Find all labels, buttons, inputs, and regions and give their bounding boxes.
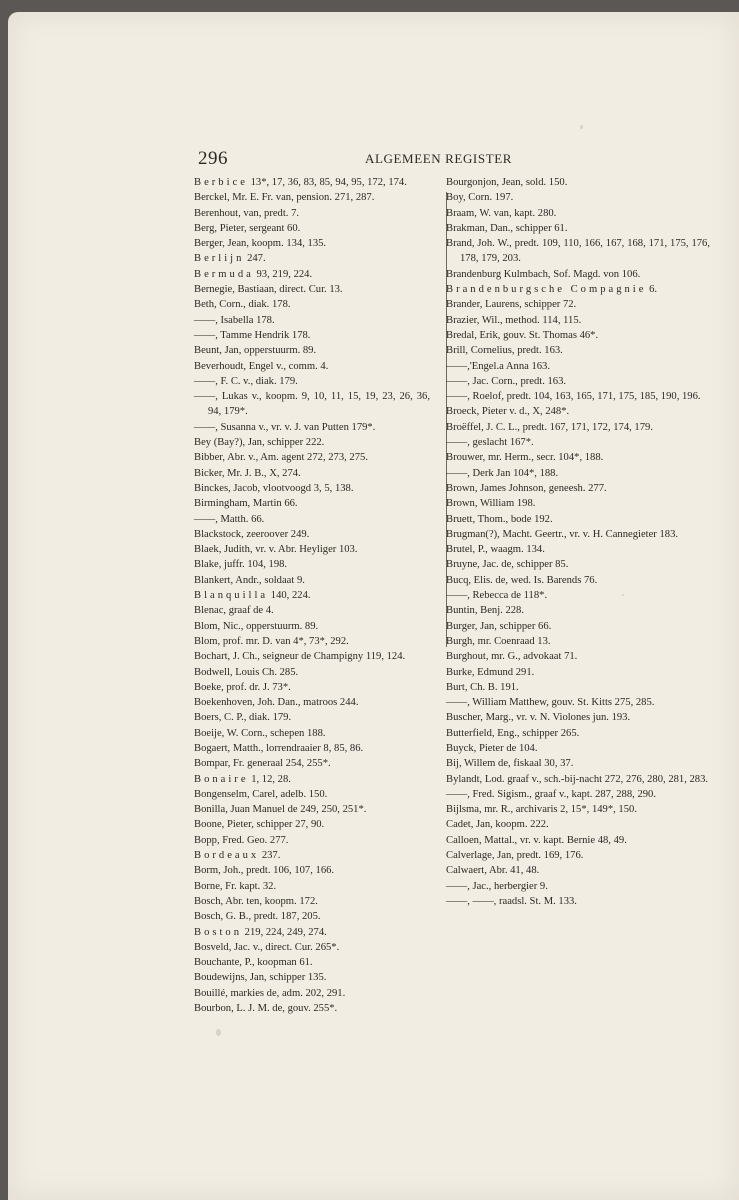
- index-entry: Bruett, Thom., bode 192.: [446, 513, 553, 525]
- index-entry: ——, Jac., herbergier 9.: [446, 880, 548, 892]
- index-entry: Boudewijns, Jan, schipper 135.: [194, 972, 327, 984]
- index-entry: Bosch, G. B., predt. 187, 205.: [194, 911, 321, 923]
- index-entry: Burger, Jan, schipper 66.: [446, 620, 552, 632]
- index-entry: Bosch, Abr. ten, koopm. 172.: [194, 895, 318, 907]
- place-name: Bordeaux: [194, 850, 260, 862]
- paper-speck: [216, 1029, 221, 1036]
- index-entry: Butterfield, Eng., schipper 265.: [446, 727, 580, 739]
- index-column-right: [446, 175, 710, 909]
- index-entry: ——, Lukas v., koopm. 9, 10, 11, 15, 19, 23, 26, 36, 94, 179*.: [194, 391, 430, 418]
- index-entry: [194, 772, 430, 787]
- place-name: Berlijn: [194, 253, 245, 265]
- index-entry: Braam, W. van, kapt. 280.: [446, 207, 557, 219]
- index-entry: Beunt, Jan, opperstuurm. 89.: [194, 345, 317, 357]
- index-entry: Birmingham, Martin 66.: [194, 498, 298, 510]
- index-entry: Blenac, graaf de 4.: [194, 605, 274, 617]
- page-references: 140, 224.: [268, 590, 311, 602]
- index-entry: Beth, Corn., diak. 178.: [194, 299, 291, 311]
- index-entry: Berckel, Mr. E. Fr. van, pension. 271, 287.: [194, 192, 375, 204]
- running-head: ALGEMEEN REGISTER: [365, 151, 513, 166]
- index-entry: Berenhout, van, predt. 7.: [194, 207, 300, 219]
- index-entry: Brander, Laurens, schipper 72.: [446, 299, 577, 311]
- index-entry: Buyck, Pieter de 104.: [446, 742, 538, 754]
- index-entry: Brutel, P., waagm. 134.: [446, 544, 545, 556]
- page-references: 13*, 17, 36, 83, 85, 94, 95, 172, 174.: [247, 177, 407, 188]
- index-entry: Blake, juffr. 104, 198.: [194, 559, 288, 571]
- index-entry: Blom, Nic., opperstuurm. 89.: [194, 620, 319, 632]
- index-entry: Bucq, Elis. de, wed. Is. Barends 76.: [446, 574, 598, 586]
- index-entry: ——, Fred. Sigism., graaf v., kapt. 287, 288, 290.: [446, 788, 656, 800]
- index-entry: Brazier, Wil., method. 114, 115.: [446, 314, 582, 326]
- index-entry: Berger, Jean, koopm. 134, 135.: [194, 238, 327, 250]
- index-entry: Bredal, Erik, gouv. St. Thomas 46*.: [446, 329, 599, 341]
- index-entry: Bijlsma, mr. R., archivaris 2, 15*, 149*, 150.: [446, 804, 637, 816]
- index-entry: ——, geslacht 167*.: [446, 437, 534, 449]
- place-name: Boston: [194, 926, 243, 938]
- index-entry: ——, Roelof, predt. 104, 163, 165, 171, 175, 185, 190, 196.: [446, 391, 701, 403]
- index-entry: Boekenhoven, Joh. Dan., matroos 244.: [194, 697, 359, 709]
- index-entry: Bourgonjon, Jean, sold. 150.: [446, 177, 568, 188]
- index-entry: Blom, prof. mr. D. van 4*, 73*, 292.: [194, 635, 349, 647]
- index-entry: Bernegie, Bastiaan, direct. Cur. 13.: [194, 284, 343, 296]
- index-entry: [194, 848, 430, 863]
- index-entry: ——,'Engel.a Anna 163.: [446, 360, 551, 372]
- index-entry: Bey (Bay?), Jan, schipper 222.: [194, 437, 325, 449]
- index-entry: ——, Derk Jan 104*, 188.: [446, 467, 559, 479]
- index-entry: Bongenselm, Carel, adelb. 150.: [194, 788, 328, 800]
- index-entry: Boeke, prof. dr. J. 73*.: [194, 681, 291, 693]
- index-entry: [194, 175, 430, 190]
- index-entry: ——, William Matthew, gouv. St. Kitts 275, 285.: [446, 697, 655, 709]
- index-entry: Burgh, mr. Coenraad 13.: [446, 635, 551, 647]
- index-entry: Calwaert, Abr. 41, 48.: [446, 865, 540, 877]
- index-entry: Boone, Pieter, schipper 27, 90.: [194, 819, 325, 831]
- index-entry: ——, Jac. Corn., predt. 163.: [446, 375, 567, 387]
- index-entry: [446, 282, 710, 297]
- index-entry: [194, 925, 430, 940]
- index-entry: Borne, Fr. kapt. 32.: [194, 880, 277, 892]
- index-entry: Brakman, Dan., schipper 61.: [446, 222, 568, 234]
- index-entry: Bylandt, Lod. graaf v., sch.-bij-nacht 272, 276, 280, 281, 283.: [446, 773, 709, 785]
- index-entry: Broeck, Pieter v. d., X, 248*.: [446, 406, 570, 418]
- page-references: 6.: [646, 284, 658, 296]
- index-entry: ——, Susanna v., vr. v. J. van Putten 179*.: [194, 421, 376, 433]
- index-entry: Blaek, Judith, vr. v. Abr. Heyliger 103.: [194, 544, 358, 556]
- place-name: Bonaire: [194, 773, 249, 785]
- index-entry: Brouwer, mr. Herm., secr. 104*, 188.: [446, 452, 604, 464]
- index-entry: Buntin, Benj. 228.: [446, 605, 524, 617]
- index-entry: ——, Tamme Hendrik 178.: [194, 329, 311, 341]
- page-references: 1, 12, 28.: [248, 773, 291, 785]
- index-entry: Bosveld, Jac. v., direct. Cur. 265*.: [194, 941, 340, 953]
- page-references: 93, 219, 224.: [253, 268, 313, 280]
- index-entry: Brugman(?), Macht. Geertr., vr. v. H. Cannegieter 183.: [446, 528, 679, 540]
- index-entry: ——, Rebecca de 118*.: [446, 590, 548, 602]
- index-entry: Bodwell, Louis Ch. 285.: [194, 666, 299, 678]
- index-entry: Brown, James Johnson, geneesh. 277.: [446, 482, 607, 494]
- index-entry: Bopp, Fred. Geo. 277.: [194, 834, 289, 846]
- index-column-left: [194, 175, 430, 1016]
- index-entry: Broëffel, J. C. L., predt. 167, 171, 172, 174, 179.: [446, 421, 653, 433]
- place-name: Berbice: [194, 177, 248, 188]
- index-entry: Boeije, W. Corn., schepen 188.: [194, 727, 326, 739]
- index-entry: Buscher, Marg., vr. v. N. Violones jun. 193.: [446, 712, 631, 724]
- index-entry: ——, ——, raadsl. St. M. 133.: [446, 895, 577, 907]
- place-name: Blanquilla: [194, 590, 269, 602]
- place-name: Brandenburgsche Compagnie: [446, 284, 647, 296]
- index-entry: Bij, Willem de, fiskaal 30, 37.: [446, 758, 574, 770]
- page-references: 247.: [244, 253, 266, 265]
- index-entry: Cadet, Jan, koopm. 222.: [446, 819, 549, 831]
- page-number: 296: [198, 148, 228, 169]
- index-entry: Berg, Pieter, sergeant 60.: [194, 222, 301, 234]
- index-entry: Bouillé, markies de, adm. 202, 291.: [194, 987, 346, 999]
- place-name: Bermuda: [194, 268, 254, 280]
- index-entry: Bicker, Mr. J. B., X, 274.: [194, 467, 301, 479]
- index-entry: Brown, William 198.: [446, 498, 536, 510]
- index-entry: Blankert, Andr., soldaat 9.: [194, 574, 305, 586]
- index-entry: ——, F. C. v., diak. 179.: [194, 375, 298, 387]
- index-entry: Boers, C. P., diak. 179.: [194, 712, 292, 724]
- index-entry: Beverhoudt, Engel v., comm. 4.: [194, 360, 329, 372]
- paper-speck: [580, 125, 583, 129]
- index-entry: Borm, Joh., predt. 106, 107, 166.: [194, 865, 335, 877]
- index-entry: Brand, Joh. W., predt. 109, 110, 166, 167, 168, 171, 175, 176, 178, 179, 203.: [446, 238, 710, 265]
- index-entry: Bibber, Abr. v., Am. agent 272, 273, 275.: [194, 452, 368, 464]
- index-entry: Blackstock, zeeroover 249.: [194, 528, 310, 540]
- page-references: 237.: [259, 850, 281, 862]
- index-entry: Bruyne, Jac. de, schipper 85.: [446, 559, 569, 571]
- index-entry: [194, 267, 430, 282]
- index-entry: Bonilla, Juan Manuel de 249, 250, 251*.: [194, 804, 367, 816]
- index-entry: Boy, Corn. 197.: [446, 192, 514, 204]
- index-entry: Burghout, mr. G., advokaat 71.: [446, 651, 578, 663]
- index-entry: Bogaert, Matth., lorrendraaier 8, 85, 86.: [194, 742, 364, 754]
- index-entry: Bompar, Fr. generaal 254, 255*.: [194, 758, 331, 770]
- index-entry: Burt, Ch. B. 191.: [446, 681, 519, 693]
- index-entry: Brill, Cornelius, predt. 163.: [446, 345, 563, 357]
- index-entry: ——, Isabella 178.: [194, 314, 275, 326]
- index-entry: Bochart, J. Ch., seigneur de Champigny 119, 124.: [194, 651, 406, 663]
- index-entry: [194, 588, 430, 603]
- index-entry: Brandenburg Kulmbach, Sof. Magd. von 106.: [446, 268, 641, 280]
- page-references: 219, 224, 249, 274.: [242, 926, 327, 938]
- index-entry: ——, Matth. 66.: [194, 513, 265, 525]
- index-entry: [194, 251, 430, 266]
- index-entry: Binckes, Jacob, vlootvoogd 3, 5, 138.: [194, 482, 354, 494]
- index-entry: Bouchante, P., koopman 61.: [194, 957, 313, 969]
- index-entry: Calloen, Mattal., vr. v. kapt. Bernie 48, 49.: [446, 834, 627, 846]
- index-entry: Bourbon, L. J. M. de, gouv. 255*.: [194, 1003, 338, 1015]
- index-entry: Calverlage, Jan, predt. 169, 176.: [446, 850, 584, 862]
- index-entry: Burke, Edmund 291.: [446, 666, 535, 678]
